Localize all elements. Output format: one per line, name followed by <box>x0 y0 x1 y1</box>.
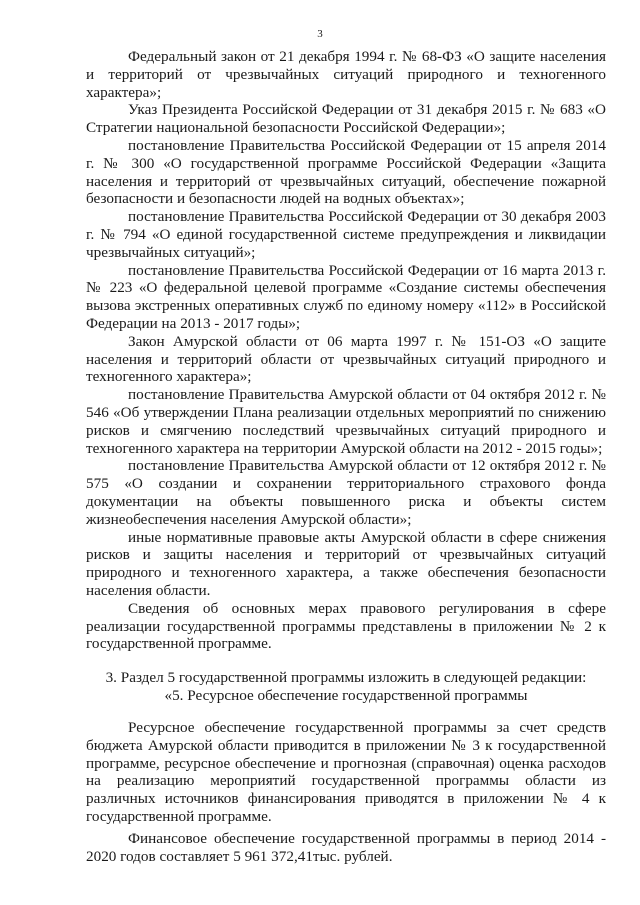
paragraph-presidential-decree: Указ Президента Российской Федерации от 31 декабря 2015 г. № 683 «О Стратегии национальной безопасности Российской Федерации»; <box>86 101 606 137</box>
paragraph-federal-law: Федеральный закон от 21 декабря 1994 г. № 68-ФЗ «О защите населения и территорий от чрезвычайных ситуаций природного и техногенного характера»; <box>86 48 606 101</box>
paragraph-government-resolution-300: постановление Правительства Российской Федерации от 15 апреля 2014 г. № 300 «О государственной программе Российской Федерации «Защита населения и территорий от чрезвычайных ситуаций, обеспечение пожарной безопасности и безопасности людей на водных объектах»; <box>86 136 606 208</box>
section-heading: 3. Раздел 5 государственной программы изложить в следующей редакции: <box>105 669 587 687</box>
paragraph-regulation-info: Сведения об основных мерах правового регулирования в сфере реализации государственной программы представлены в приложении № 2 к государственной программе. <box>86 599 606 653</box>
paragraph-government-resolution-223: постановление Правительства Российской Федерации от 16 марта 2013 г. № 223 «О федеральной целевой программе «Создание системы обеспечения вызова экстренных оперативных служб по единому номеру «112» в Российской Федерации на 2013 - 2017 годы»; <box>86 261 606 332</box>
paragraph-other-acts: иные нормативные правовые акты Амурской области в сфере снижения рисков и защиты населения и территорий от чрезвычайных ситуаций природного и техногенного характера, а также обеспечения безопасности населения области. <box>86 528 606 599</box>
paragraph-resource-provision: Ресурсное обеспечение государственной программы за счет средств бюджета Амурской области приводится в приложении № 3 к государственной программе, ресурсное обеспечение и прогнозная (справочная) оценка расходов на реализацию мероприятий государственной программы области из различных источников финансирования приводятся в приложении № 4 к государственной программе. <box>86 719 606 826</box>
document-body <box>86 48 606 865</box>
paragraph-amur-resolution-575: постановление Правительства Амурской области от 12 октября 2012 г. № 575 «О создании и сохранении территориального страхового фонда документации на объекты повышенного риска и объекты систем жизнеобеспечения населения Амурской области»; <box>86 457 606 528</box>
paragraph-financial-provision: Финансовое обеспечение государственной программы в период 2014 - 2020 годов составляет 5 961 372,41тыс. рублей. <box>86 829 606 865</box>
paragraph-amur-law-151: Закон Амурской области от 06 марта 1997 г. № 151-ОЗ «О защите населения и территорий области от чрезвычайных ситуаций природного и техногенного характера»; <box>86 332 606 386</box>
paragraph-amur-resolution-546: постановление Правительства Амурской области от 04 октября 2012 г. № 546 «Об утверждении Плана реализации отдельных мероприятий по снижению рисков и смягчению последствий чрезвычайных ситуаций природного и техногенного характера на территории Амурской области на 2012 - 2015 годы»; <box>86 386 606 457</box>
page-number: 3 <box>317 28 323 40</box>
section-title: «5. Ресурсное обеспечение государственной программы <box>164 687 528 705</box>
paragraph-government-resolution-794: постановление Правительства Российской Федерации от 30 декабря 2003 г. № 794 «О единой государственной системе предупреждения и ликвидации чрезвычайных ситуаций»; <box>86 208 606 261</box>
